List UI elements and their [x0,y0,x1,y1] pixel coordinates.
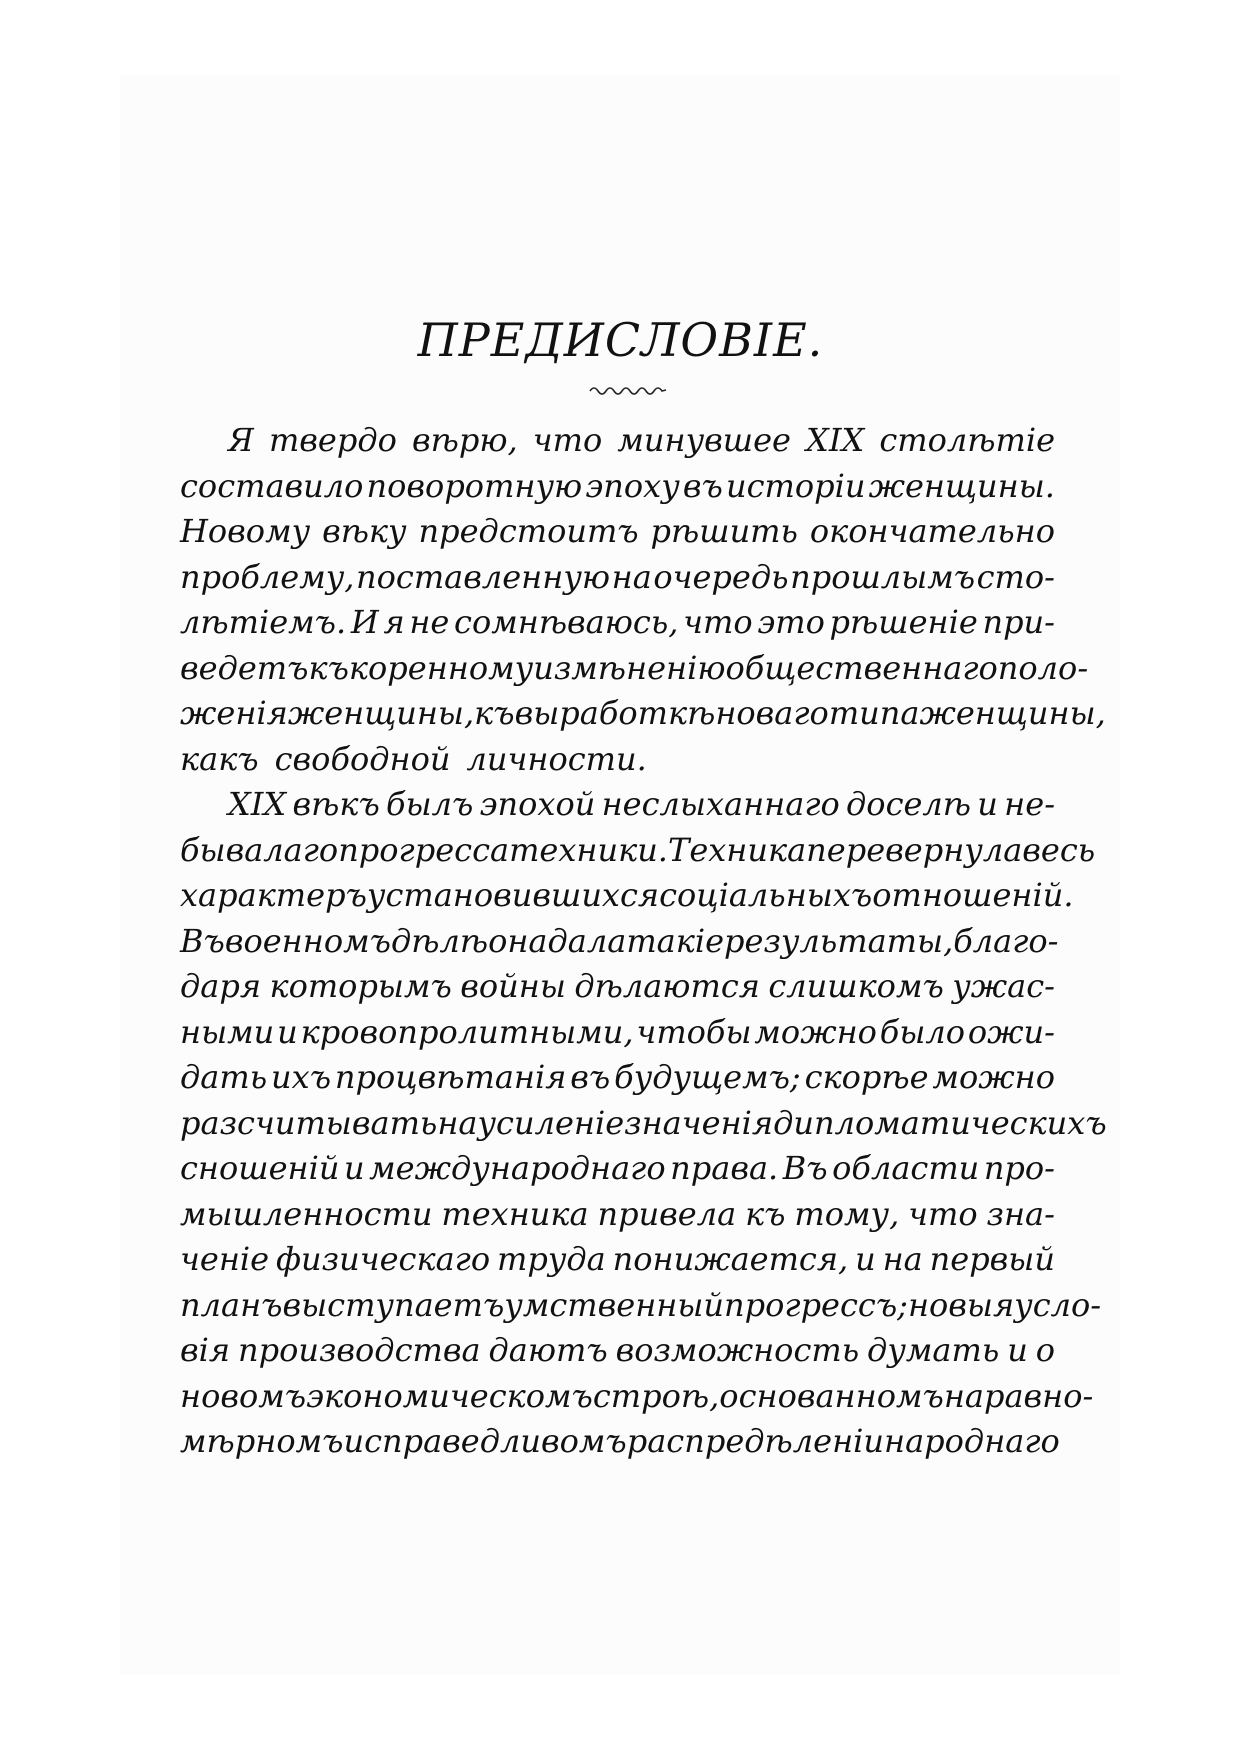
text-line: Я твердо вѣрю, что минувшее XIX столѣтіе [228,421,1055,459]
text-line: XIX вѣкъ былъ эпохой неслыханнаго доселѣ и не- [228,785,1055,823]
text-line: разсчитывать на усиленіе значенія дипломатическихъ [180,1103,1107,1142]
text-line: мышленности техника привела къ тому, что зна- [180,1194,1055,1233]
page-title: ПРЕДИСЛОВІЕ. [417,313,824,367]
text-line: мѣрномъ и справедливомъ распредѣленіи народнаго [180,1422,1060,1460]
text-line: ными и кровопролитными, чтобы можно было ожи- [180,1012,1055,1051]
text-line: сношеній и международнаго права. Въ области про- [180,1149,1055,1187]
text-line: Новому вѣку предстоитъ рѣшить окончательно [180,512,1055,550]
text-line: вія производства даютъ возможность думать и о [180,1331,1055,1369]
text-line: характеръ установившихся соціальныхъ отношеній. [180,876,1074,914]
paragraph-1 [180,418,1106,782]
text-line: даря которымъ войны дѣлаются слишкомъ ужас- [180,967,1055,1005]
text-line: лѣтіемъ. И я не сомнѣваюсь, что это рѣшеніе при- [180,603,1055,641]
text-line: ченіе физическаго труда понижается, и на первый [180,1240,1055,1278]
text-line: новомъ экономическомъ строѣ, основанномъ на равно- [180,1376,1094,1415]
text-line: планъ выступаетъ умственный прогрессъ; новыя усло- [180,1285,1102,1324]
text-line: проблему, поставленную на очередь прошлымъ сто- [180,557,1055,596]
text-line: Въ военномъ дѣлѣ она дала такіе результаты, благо- [180,921,1059,960]
text-line: составило поворотную эпоху въ исторіи женщины. [180,466,1055,505]
preface-body [180,418,1107,1465]
paragraph-2 [180,782,1107,1465]
text-line: женія женщины, къ выработкѣ новаго типа женщины, [180,694,1106,732]
title-ornament [588,383,668,397]
text-line: какъ свободной личности. [180,739,647,778]
text-line: ведетъ къ коренному измѣненію общественнаго поло- [180,648,1089,687]
text-line: бывалаго прогресса техники. Техника перевернула весь [180,830,1096,869]
text-line: дать ихъ процвѣтанія въ будущемъ; скорѣе можно [180,1058,1055,1096]
